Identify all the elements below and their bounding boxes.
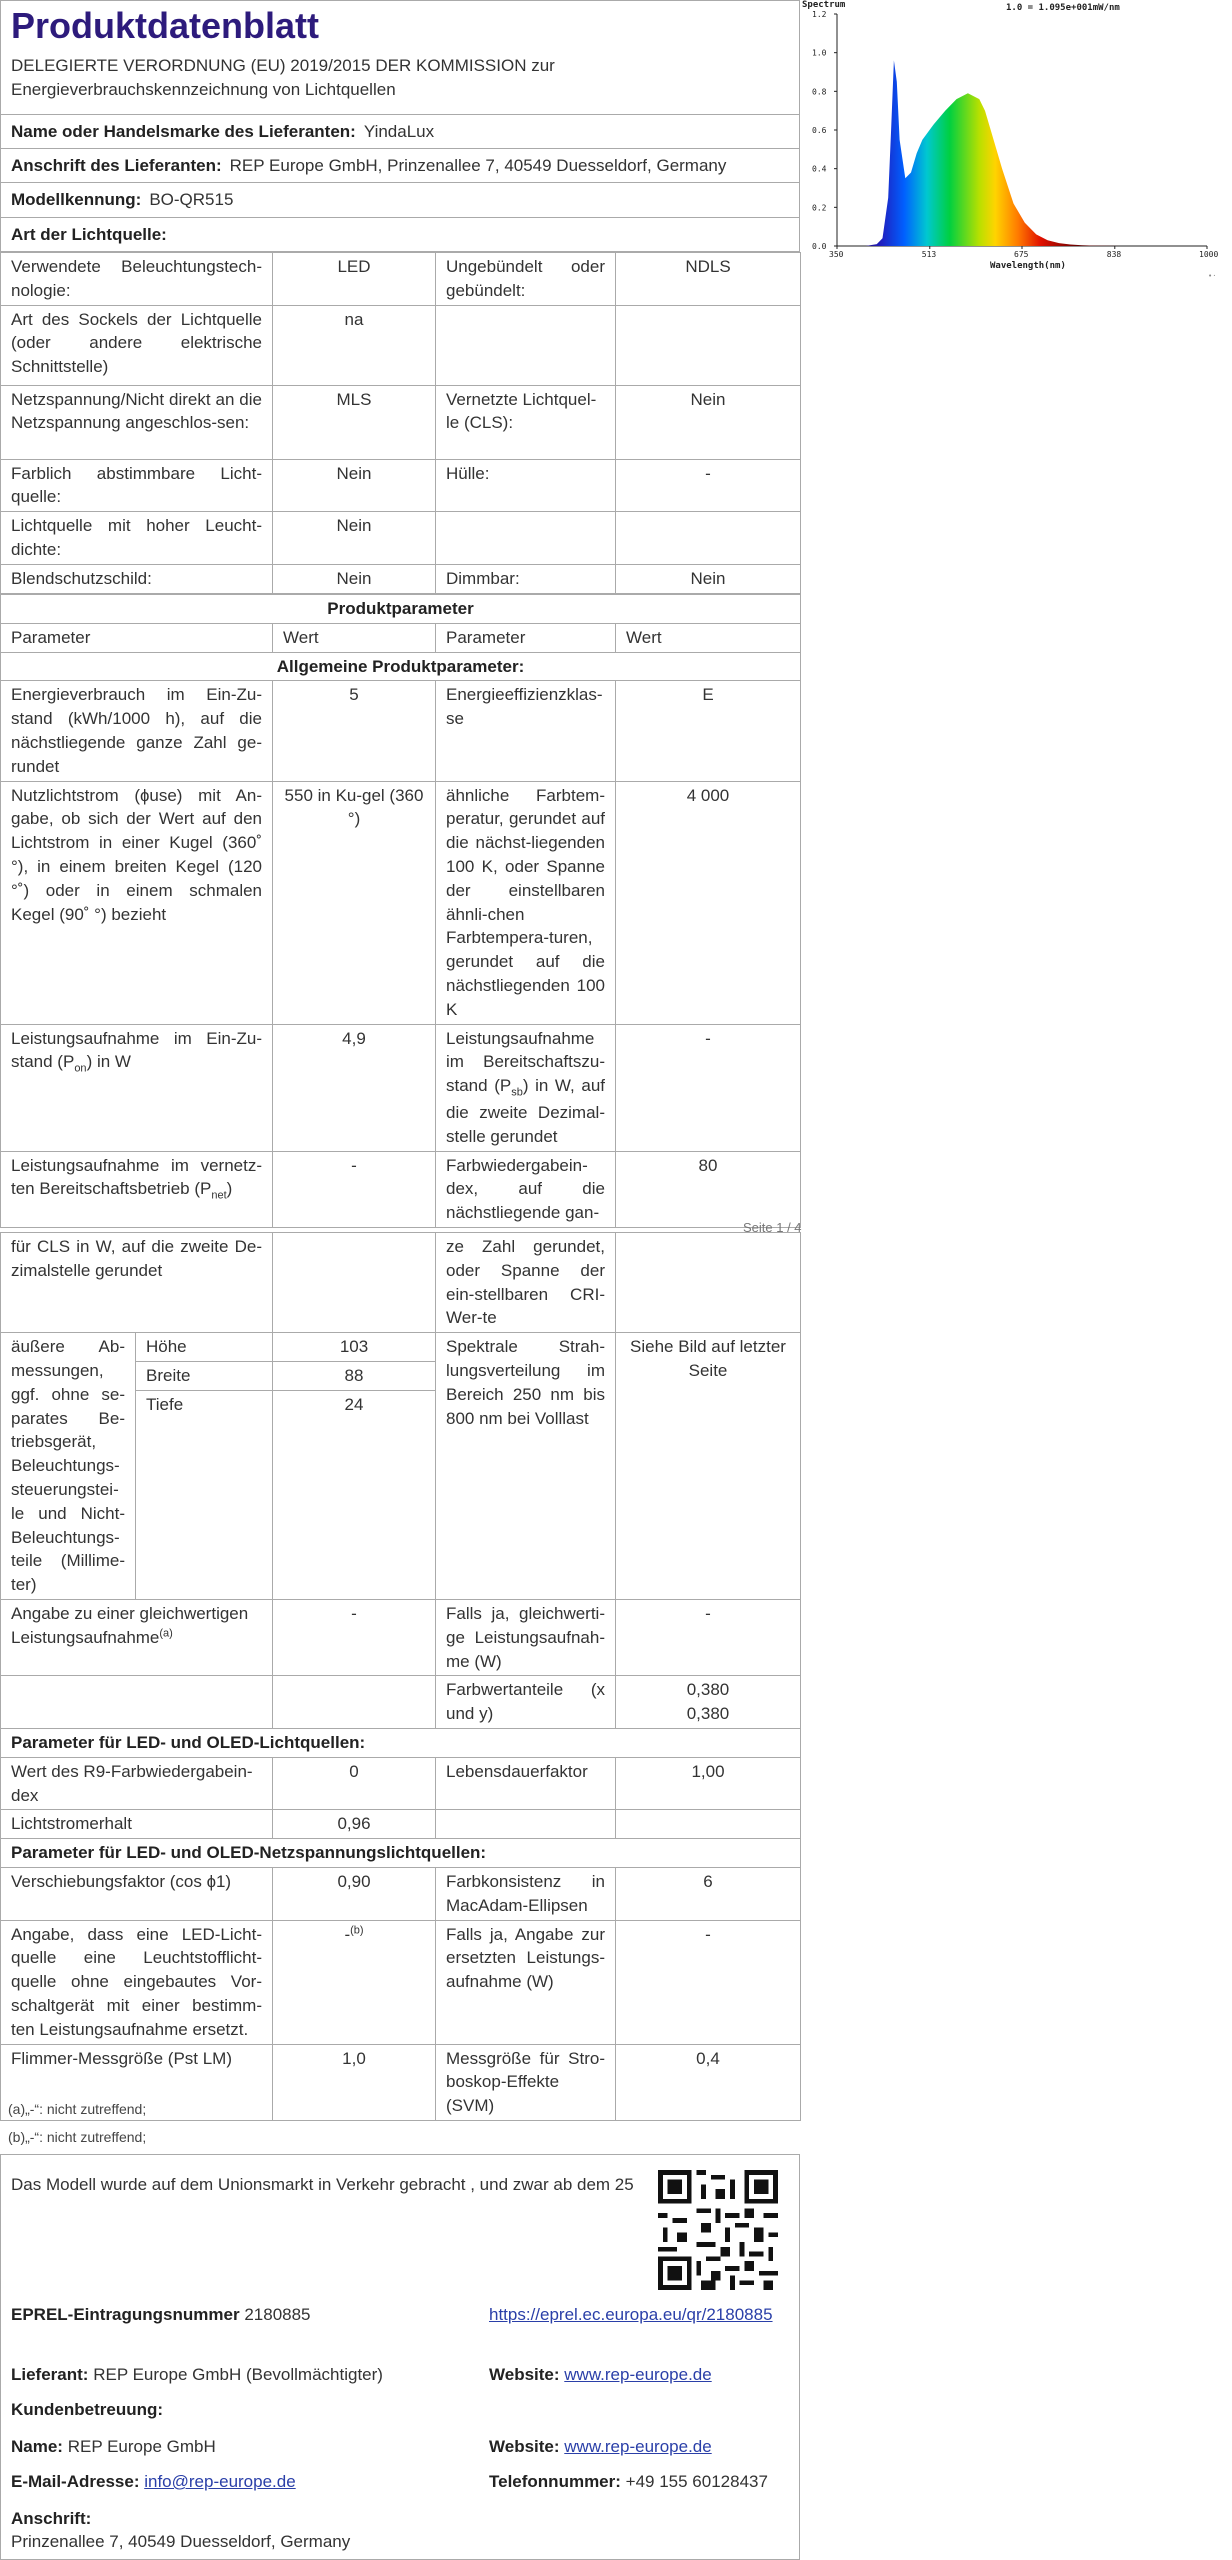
- table-cell: -: [273, 1151, 436, 1227]
- table-cell: Leistungsaufnahme im Ein-Zu-stand $(P_{on})$ in W: [1, 1024, 273, 1151]
- table-cell: [436, 1810, 616, 1839]
- table-cell: Nutzlichtstrom (ɸuse) mit An-gabe, ob sich der Wert auf den Lichtstrom in einer Kugel (360˚ °), in einem breiten Kegel (120 °˚) oder in einem schmalen Kegel (90˚ °) bezieht: [1, 781, 273, 1024]
- table-cell: -: [616, 1920, 801, 2044]
- table-cell: Nein: [273, 512, 436, 565]
- supplier-address-label: Anschrift des Lieferanten:: [11, 156, 222, 175]
- address-label: [11, 2507, 91, 2531]
- dimension-name: Höhe: [136, 1333, 273, 1362]
- table-cell: Verschiebungsfaktor (cos ɸ1): [1, 1867, 273, 1920]
- table-row: [1, 781, 801, 1024]
- table-cell: Messgröße für Stro-boskop-Effekte (SVM): [436, 2044, 616, 2120]
- param-header-cell: Wert: [273, 623, 436, 652]
- x-tick-label: 838: [1106, 250, 1122, 259]
- table-cell: 80: [616, 1151, 801, 1227]
- table-cell: Nein: [273, 564, 436, 593]
- table-cell: Energieeffizienzklas-se: [436, 681, 616, 781]
- table-cell: 1,0: [273, 2044, 436, 2120]
- header-block: [0, 0, 800, 115]
- y-tick-label: 0.4: [812, 164, 827, 174]
- eprel-reg-value: 2180885: [244, 2305, 311, 2324]
- table-cell: Leistungsaufnahme im vernetz-ten Bereitschaftsbetrieb $(P_{net})$: [1, 1151, 273, 1227]
- table-row: [1, 1810, 801, 1839]
- table-cell: 550 in Ku-gel (360 °): [273, 781, 436, 1024]
- table-cell: Netzspannung/Nicht direkt an die Netzspannung angeschlos-sen:: [1, 385, 273, 459]
- table-cell: 6: [616, 1867, 801, 1920]
- spectrum-area: [837, 60, 1207, 246]
- color-y: 0,380: [686, 1704, 730, 1724]
- supplier-name-value: YindaLux: [363, 122, 435, 141]
- x-axis-label: Wavelength(nm): [990, 261, 1066, 271]
- regulation-subtitle: DELEGIERTE VERORDNUNG (EU) 2019/2015 DER KOMMISSION zur Energieverbrauchskennzeichnung von Lichtquellen: [11, 55, 555, 99]
- table-cell: Art des Sockels der Lichtquelle (oder andere elektrische Schnittstelle): [1, 305, 273, 385]
- table-cell: ze Zahl gerundet, oder Spanne der ein-stellbaren CRI-Wer-te: [436, 1233, 616, 1333]
- table-cell: 0,96: [273, 1810, 436, 1839]
- table-cell: Ungebündelt oder gebündelt:: [436, 253, 616, 306]
- table-row: [1, 459, 801, 512]
- table-cell: 5: [273, 681, 436, 781]
- table-cell: Angabe, dass eine LED-Licht-quelle eine Leuchtstofflicht-quelle ohne eingebautes Vor-schaltgerät mit einer bestimm-ten Leistungsaufnahme ersetzt.: [1, 1920, 273, 2044]
- support-name-label: Name:: [11, 2437, 63, 2456]
- table-cell: E: [616, 681, 801, 781]
- table-cell: für CLS in W, auf die zweite De-zimalstelle gerundet: [1, 1233, 273, 1333]
- table-cell: Nein: [273, 459, 436, 512]
- table-cell: Lichtstromerhalt: [1, 1810, 273, 1839]
- y-tick-label: 0.0: [812, 242, 827, 251]
- table-row: [1, 1676, 801, 1729]
- table-cell: [616, 512, 801, 565]
- table-cell: [1, 1676, 273, 1729]
- model-id-row: [0, 183, 800, 218]
- table-cell: Wert des R9-Farbwiedergabein-dex: [1, 1757, 273, 1810]
- table-cell: 1,00: [616, 1757, 801, 1810]
- param-header-row: [1, 623, 801, 652]
- table-cell: -: [616, 1599, 801, 1675]
- table-cell: 4 000: [616, 781, 801, 1024]
- supplier-name-label: Name oder Handelsmarke des Lieferanten:: [11, 122, 356, 141]
- phone-value: +49 155 60128437: [625, 2472, 768, 2491]
- customer-support-label: [11, 2398, 163, 2422]
- table-cell: Falls ja, Angabe zur ersetzten Leistungs-aufnahme (W): [436, 1920, 616, 2044]
- table-cell: Blendschutzschild:: [1, 564, 273, 593]
- table-cell: Lebensdauerfaktor: [436, 1757, 616, 1810]
- dimension-row: [1, 1333, 801, 1362]
- table-row: [1, 512, 801, 565]
- general-params-header: Allgemeine Produktparameter:: [1, 652, 801, 681]
- supplier-value: REP Europe GmbH (Bevollmächtigter): [93, 2365, 383, 2384]
- table-cell: [273, 1676, 436, 1729]
- supplier-row: [11, 2363, 383, 2387]
- table-row: [1, 1151, 801, 1227]
- table-cell: Dimmbar:: [436, 564, 616, 593]
- color-coordinates-label: Farbwertanteile (x und y): [436, 1676, 616, 1729]
- support-name-value: REP Europe GmbH: [67, 2437, 216, 2456]
- y-tick-label: 0.8: [812, 87, 827, 97]
- table-cell: Nein: [616, 564, 801, 593]
- light-source-type-label: Art der Lichtquelle:: [11, 225, 167, 244]
- table-cell: [436, 305, 616, 385]
- x-tick-label: 675: [1014, 250, 1029, 259]
- x-tick-label: 350: [829, 250, 844, 259]
- website-link[interactable]: www.rep-europe.de: [564, 2365, 712, 2384]
- supplier-address-value: REP Europe GmbH, Prinzenallee 7, 40549 Duesseldorf, Germany: [229, 156, 727, 175]
- table-cell: Farblich abstimmbare Licht-quelle:: [1, 459, 273, 512]
- y-tick-label: 1.2: [812, 10, 827, 19]
- table-cell: Farbkonsistenz in MacAdam-Ellipsen: [436, 1867, 616, 1920]
- table-row: [1, 1233, 801, 1333]
- light-source-type-row: [0, 218, 800, 252]
- page-number: Seite 1 / 4: [743, 1220, 802, 1235]
- address-value: Prinzenallee 7, 40549 Duesseldorf, Germany: [11, 2532, 351, 2551]
- eprel-reg-row: [11, 2303, 311, 2327]
- table-row: [1, 681, 801, 781]
- param-header-cell: Parameter: [1, 623, 273, 652]
- table-cell: Farbwiedergabein-dex, auf die nächstliegende gan-: [436, 1151, 616, 1227]
- param-header-cell: Parameter: [436, 623, 616, 652]
- spectrum-chart: [800, 0, 1232, 290]
- replace-value-cell: [273, 1920, 436, 2044]
- table-row: [1, 1867, 801, 1920]
- support-label-text: Kundenbetreuung:: [11, 2400, 164, 2419]
- website2-row: [489, 2435, 712, 2459]
- address-label-text: Anschrift:: [11, 2509, 92, 2528]
- supplier-label: Lieferant:: [11, 2365, 89, 2384]
- dimension-name: Tiefe: [136, 1391, 273, 1599]
- table-cell: [616, 1233, 801, 1333]
- email-label: E-Mail-Adresse:: [11, 2472, 140, 2491]
- table-cell: LED: [273, 253, 436, 306]
- table-cell: 4,9: [273, 1024, 436, 1151]
- phone-label: Telefonnummer:: [489, 2472, 621, 2491]
- spectral-value: Siehe Bild auf letzter Seite: [616, 1333, 801, 1600]
- param-header-cell: Wert: [616, 623, 801, 652]
- support-name-row: [11, 2435, 216, 2459]
- table-cell: [616, 305, 801, 385]
- market-date-text: Das Modell wurde auf dem Unionsmarkt in Verkehr gebracht , und zwar ab dem 25: [11, 2175, 634, 2194]
- model-id-label: Modellkennung:: [11, 190, 142, 209]
- table-cell: [273, 1233, 436, 1333]
- table-row: [1, 385, 801, 459]
- x-tick-label: 1000: [1199, 250, 1219, 259]
- equiv-label: Angabe zu einer gleichwertigen Leistungsaufnahme: [11, 1603, 249, 1647]
- table-row: [1, 253, 801, 306]
- x-tick-label: 513: [921, 250, 937, 259]
- table-cell: Vernetzte Lichtquel-le (CLS):: [436, 385, 616, 459]
- table-row: [1, 564, 801, 593]
- footnote-ref: (a): [159, 1627, 173, 1640]
- replace-value: -: [344, 1924, 351, 1944]
- table-cell: Hülle:: [436, 459, 616, 512]
- website2-label: Website:: [489, 2437, 560, 2456]
- chart-scale-note: 1.0 = 1.095e+001mW/nm: [1006, 3, 1120, 13]
- table-cell: Leistungsaufnahme im Bereitschaftszu-stand $(P_{sb})$ in W, auf die zweite Dezimal-stelle gerundet: [436, 1024, 616, 1151]
- table-cell: na: [273, 305, 436, 385]
- table-cell: Energieverbrauch im Ein-Zu-stand (kWh/1000 h), auf die nächstliegende ganze Zahl ge-rundet: [1, 681, 273, 781]
- eprel-reg-label: EPREL-Eintragungsnummer: [11, 2305, 240, 2324]
- page-title: Produktdatenblatt: [11, 5, 320, 46]
- table-cell: 0: [273, 1757, 436, 1810]
- table-cell: 0,4: [616, 2044, 801, 2120]
- dimensions-label: äußere Ab-messungen, ggf. ohne se-parates Be-triebsgerät, Beleuchtungs-steuerungstei-le und Nicht-Beleuchtungs-teile (Millime-ter): [1, 1333, 136, 1600]
- equiv-label-cell: [1, 1599, 273, 1675]
- dimension-name: Breite: [136, 1362, 273, 1391]
- email-link[interactable]: info@rep-europe.de: [144, 2472, 296, 2491]
- table-cell: NDLS: [616, 253, 801, 306]
- supplier-address-row: [0, 149, 800, 183]
- led-params-header: Parameter für LED- und OLED-Lichtquellen:: [1, 1728, 801, 1757]
- dimension-value: 24: [273, 1391, 436, 1599]
- table-row: [1, 1920, 801, 2044]
- color-coordinates-value: [616, 1676, 801, 1729]
- table-cell: ähnliche Farbtem-peratur, gerundet auf die nächst-liegenden 100 K, oder Spanne der einstellbaren ähnli-chen Farbtempera-turen, gerundet auf die nächstliegenden 100 K: [436, 781, 616, 1024]
- table-cell: Nein: [616, 385, 801, 459]
- table-row: [1, 1757, 801, 1810]
- website-label: Website:: [489, 2365, 560, 2384]
- spectral-label: Spektrale Strah-lungsverteilung im Bereich 250 nm bis 800 nm bei Volllast: [436, 1333, 616, 1600]
- website2-link[interactable]: www.rep-europe.de: [564, 2437, 712, 2456]
- dimension-value: 103: [273, 1333, 436, 1362]
- table-row: [1, 305, 801, 385]
- dimension-value: 88: [273, 1362, 436, 1391]
- table-row: [1, 1599, 801, 1675]
- eprel-link[interactable]: https://eprel.ec.europa.eu/qr/2180885: [489, 2305, 773, 2324]
- chart-mark-symbol: •·: [1208, 272, 1217, 280]
- footnote-b: (b)„-“: nicht zutreffend;: [8, 2129, 147, 2145]
- email-row: [11, 2470, 296, 2494]
- y-tick-label: 1.0: [812, 48, 827, 58]
- phone-row: [489, 2470, 768, 2494]
- mains-params-header: Parameter für LED- und OLED-Netzspannungslichtquellen:: [1, 1839, 801, 1868]
- website-row: [489, 2363, 712, 2387]
- color-x: 0,380: [686, 1680, 730, 1700]
- table-cell: Lichtquelle mit hoher Leucht-dichte:: [1, 512, 273, 565]
- table-cell: MLS: [273, 385, 436, 459]
- table-cell: Verwendete Beleuchtungstech-nologie:: [1, 253, 273, 306]
- table-row: [1, 1024, 801, 1151]
- product-params-header: Produktparameter: [1, 595, 801, 624]
- model-id-value: BO-QR515: [149, 190, 234, 209]
- supplier-name-row: [0, 115, 800, 149]
- table-cell: Falls ja, gleichwerti-ge Leistungsaufnah-me (W): [436, 1599, 616, 1675]
- table-cell: -: [273, 1599, 436, 1675]
- chart-title: Spectrum: [802, 0, 846, 10]
- y-tick-label: 0.2: [812, 203, 827, 213]
- product-parameters-table-continued: [0, 1232, 801, 2121]
- y-tick-label: 0.6: [812, 126, 827, 135]
- footnote-ref: (b): [350, 1923, 364, 1936]
- table-cell: -: [616, 459, 801, 512]
- table-cell: [436, 512, 616, 565]
- product-parameters-table: [0, 594, 801, 1228]
- table-cell: Flimmer-Messgröße (Pst LM): [1, 2044, 273, 2120]
- table-cell: 0,90: [273, 1867, 436, 1920]
- light-source-table: [0, 252, 801, 594]
- footnote-a: (a)„-“: nicht zutreffend;: [8, 2101, 147, 2117]
- table-cell: [616, 1810, 801, 1839]
- table-cell: -: [616, 1024, 801, 1151]
- qr-code-icon[interactable]: [658, 2170, 778, 2290]
